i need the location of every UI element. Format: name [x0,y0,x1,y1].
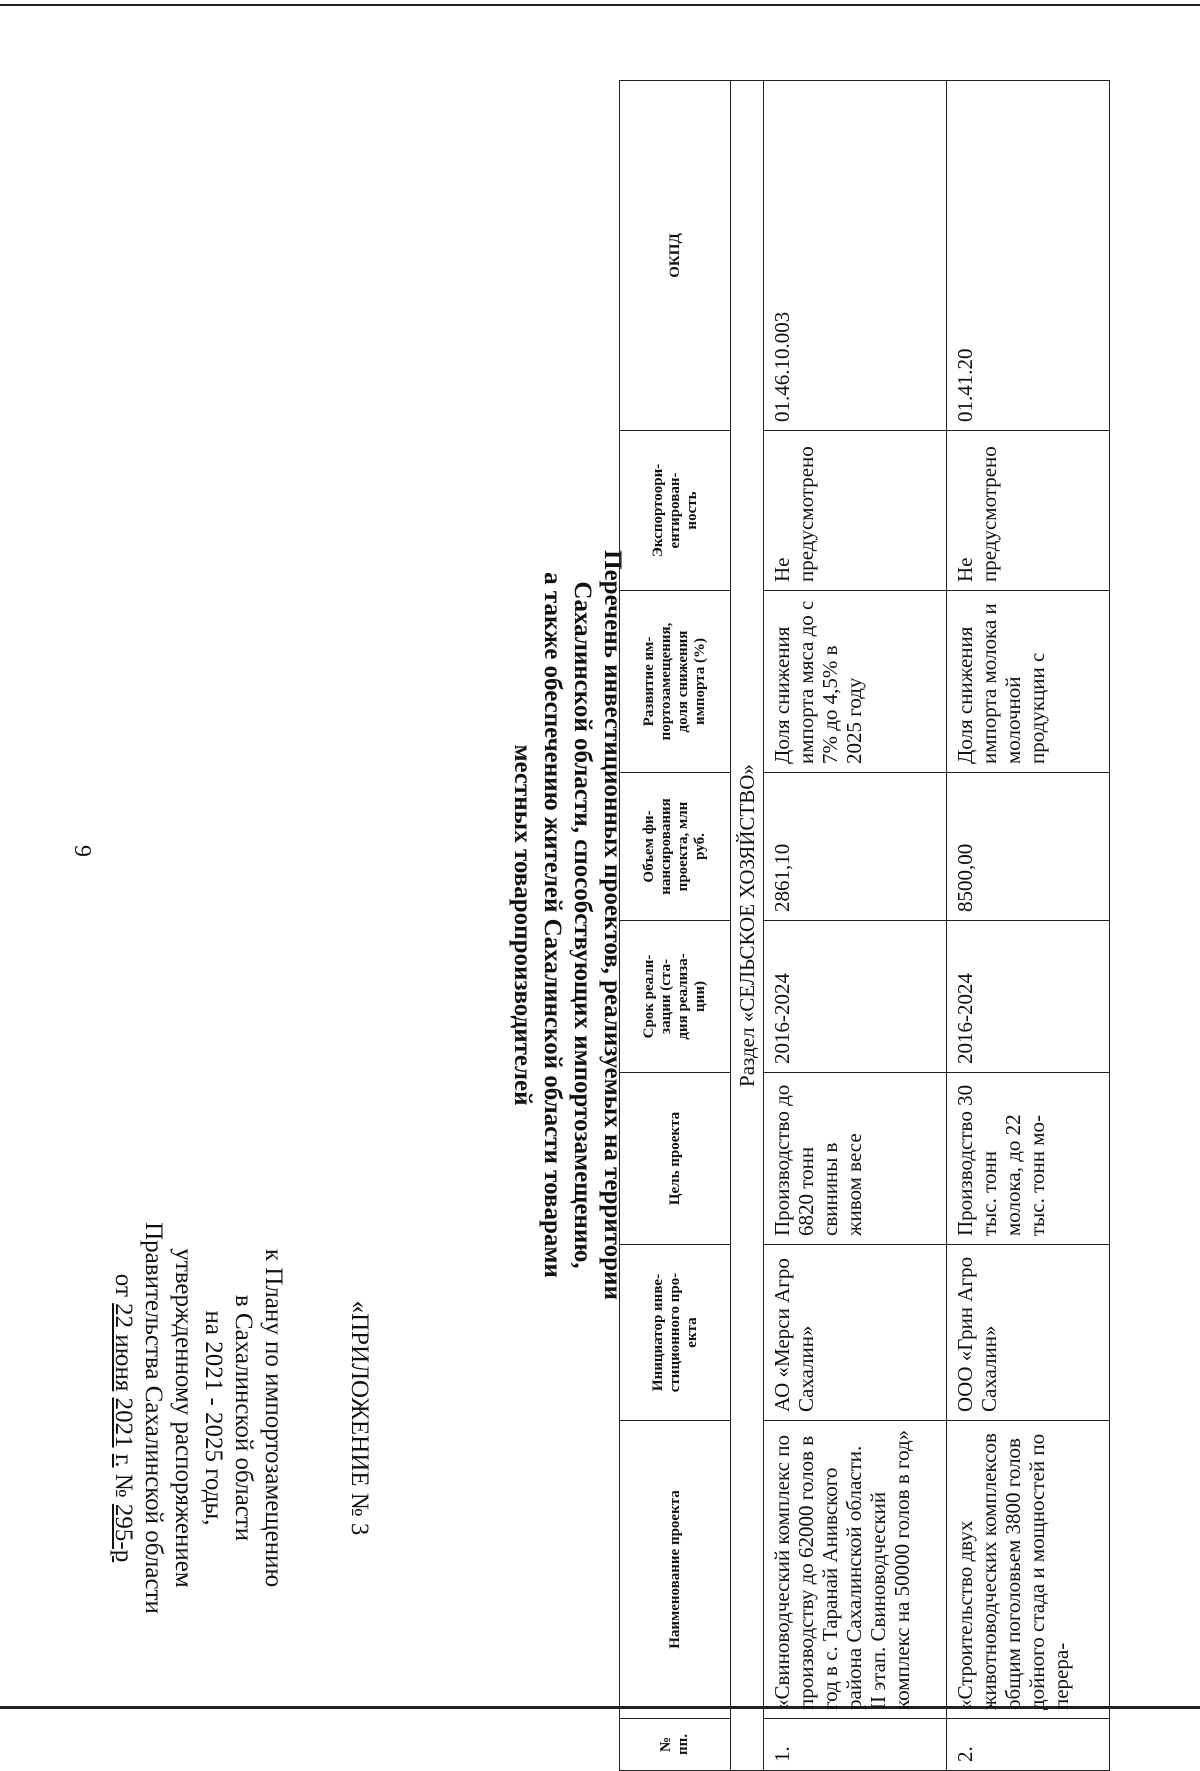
appendix-line-6 [108,1138,138,1698]
column-header-7: Экспортоори- ентирован- ность [620,431,731,591]
appendix-line-4: утвержденному распоряжением [170,1248,197,1588]
appendix-line-5: Правительства Сахалинской области [140,1222,167,1614]
cell-export: Не предусмотрено [947,431,1110,591]
appendix-line-2: в Сахалинской области [230,1294,257,1542]
appendix-date-prefix: от [110,1273,137,1304]
cell-import: Доля снижения импорта мяса до с 7% до 4,5% в 2025 году [764,591,947,773]
appendix-number-sign: № [110,1467,137,1504]
cell-okpd: 01.41.20 [947,81,1110,431]
cell-term: 2016-2024 [764,921,947,1073]
cell-goal: Производство 30 тыс. тонн молока, до 22 тыс. тонн мо- [947,1073,1110,1245]
cell-num: 2. [947,1719,1110,1771]
appendix-title: «ПРИЛОЖЕНИЕ № 3 [346,1300,373,1536]
section-row [731,81,764,1771]
cell-name: «Свиноводческий комплекс по производству до 62000 голов в год в с. Таранай Анивского района Сахалинской области. II этап. Свиноводческий комплекс на 50000 голов в год» [764,1421,947,1719]
cell-export: Не предусмотрено [764,431,947,591]
cell-name: «Строительство двух животноводческих комплексов общим поголовьем 3800 голов дойного стада и мощностей по перера- [947,1421,1110,1719]
cell-okpd: 01.46.10.003 [764,81,947,431]
cell-term: 2016-2024 [947,921,1110,1073]
appendix-block [108,1138,374,1698]
table-row [764,81,947,1771]
column-header-1: Наименование проекта [620,1421,731,1719]
appendix-line-1: к Плану по импортозамещению [260,1248,287,1588]
appendix-order-number: 295-р [110,1503,137,1563]
heading-line-1: Перечень инвестиционных проектов, реализуемых на территории [599,550,626,1300]
cell-funding: 2861,10 [764,773,947,921]
column-header-8: ОКПД [620,81,731,431]
column-header-6: Развитие им- портозамещения, доля снижения импорта (%) [620,591,731,773]
page-number: 9 [69,845,95,857]
heading-line-2: Сахалинской области, способствующих импортозамещению, [569,581,596,1269]
cell-goal: Производство до 6820 тонн свинины в живом весе [764,1073,947,1245]
cell-num: 1. [764,1719,947,1771]
appendix-date-day-month: 22 июня [110,1303,137,1392]
heading-line-3: а также обеспечению жителей Сахалинской области товарами [539,572,566,1278]
column-header-0: № пп. [620,1719,731,1771]
table-header-row [620,81,731,1771]
column-header-4: Срок реали- зации (ста- дия реализа- ции) [620,921,731,1073]
projects-table [619,80,1110,1771]
cell-initiator: АО «Мерси Агро Сахалин» [764,1245,947,1421]
cell-import: Доля снижения импорта молока и молочной продукции с [947,591,1110,773]
column-header-3: Цель проекта [620,1073,731,1245]
table-row [947,81,1110,1771]
appendix-date-g: г. [110,1453,137,1468]
section-title: Раздел «СЕЛЬСКОЕ ХОЗЯЙСТВО» [731,81,764,1771]
projects-table-wrapper [585,80,1110,1762]
heading-line-4: местных товаропроизводителей [509,744,536,1106]
column-header-2: Инициатор инве- стиционного про- екта [620,1245,731,1421]
cell-funding: 8500,00 [947,773,1110,921]
column-header-5: Объем фи- нансирования проекта, млн руб. [620,773,731,921]
appendix-date-year: 2021 [110,1397,137,1448]
cell-initiator: ООО «Грин Агро Сахалин» [947,1245,1110,1421]
appendix-line-3: на 2021 - 2025 годы, [200,1310,227,1526]
